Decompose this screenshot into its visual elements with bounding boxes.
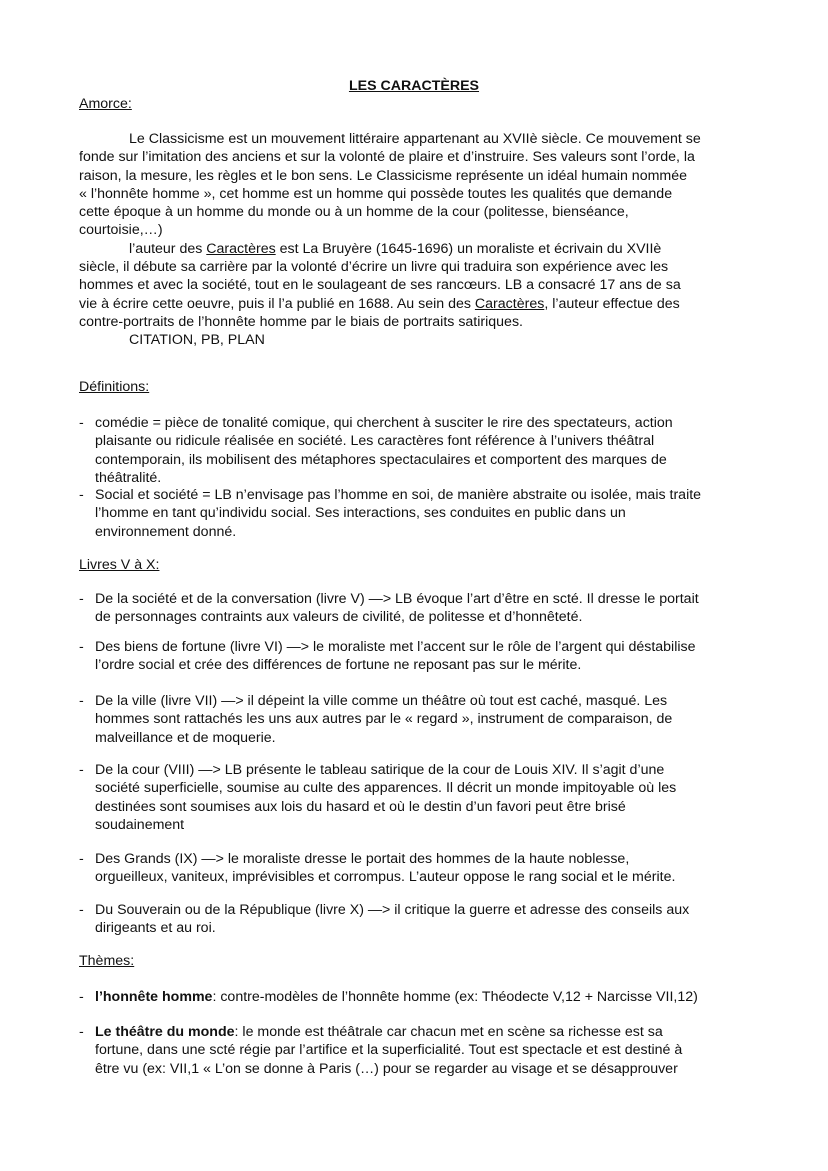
work-title: Caractères <box>206 240 276 257</box>
text-line: fortune, dans une scté régie par l’artifice et la superficialité. Tout est spectacle et est destiné à <box>95 1042 683 1059</box>
text-segment: l’auteur des <box>129 240 207 257</box>
text-segment: est La Bruyère (1645-1696) un moraliste et écrivain du XVIIè <box>275 240 662 257</box>
text-line: environnement donné. <box>95 523 237 540</box>
text-line: soudainement <box>95 816 185 833</box>
text-line: contemporain, ils mobilisent des métaphores spectaculaires et comportent des marques de <box>95 451 667 468</box>
bullet-dash-icon: - <box>79 851 84 867</box>
bullet-dash-icon: - <box>79 902 84 918</box>
text-line: Des Grands (IX) —> le moraliste dresse le portait des hommes de la haute noblesse, <box>95 851 630 867</box>
text-line: hommes et avec la société, tout en le soulageant de ses rancœurs. LB a consacré 17 ans de sa <box>79 277 681 294</box>
paragraph <box>79 130 701 350</box>
text-line: l’homme en tant qu’individu social. Ses interactions, ses conduites en public dans un <box>95 505 626 522</box>
text-line <box>79 130 701 148</box>
text-segment: vie à écrire cette oeuvre, puis il l’a publié en 1688. Au sein des <box>79 295 475 312</box>
bullet-dash-icon: - <box>79 1024 84 1040</box>
text-line: plaisante ou ridicule réalisée en société. Les caractères font référence à l’univers théâtral <box>95 433 655 450</box>
theme-term: l’honnête homme <box>95 989 213 1005</box>
text-line <box>79 331 701 349</box>
text-segment: : le monde est théâtrale car chacun met en scène sa richesse est sa <box>234 1024 663 1040</box>
text-segment: , l’auteur effectue des <box>544 295 680 312</box>
text-line: Du Souverain ou de la République (livre X) —> il critique la guerre et adresse des conseils aux <box>95 902 690 918</box>
text-line <box>95 988 698 1006</box>
text-line: fonde sur l’imitation des anciens et sur la volonté de plaire et d’instruire. Ses valeurs sont l’orde, la <box>79 149 695 166</box>
bullet-dash-icon: - <box>79 639 84 655</box>
text-line: dirigeants et au roi. <box>95 920 216 937</box>
text-line: de personnages contraints aux valeurs de civilité, de politesse et d’honnêteté. <box>95 609 583 626</box>
text-line: « l’honnête homme », cet homme est un homme qui possède toutes les qualités que demande <box>79 185 673 202</box>
text-line: courtoisie,…) <box>79 222 163 239</box>
document-title: LES CARACTÈRES <box>348 78 480 94</box>
text-line <box>95 1023 682 1041</box>
text-line: contre-portraits de l’honnête homme par le biais de portraits satiriques. <box>79 313 523 330</box>
bullet-dash-icon: - <box>79 487 84 503</box>
text-line: siècle, il débute sa carrière par la volonté d’écrire un livre qui traduira son expérience avec les <box>79 259 669 276</box>
text-segment: Le Classicisme est un mouvement littéraire appartenant au XVIIè siècle. Ce mouvement se <box>129 131 701 147</box>
bullet-dash-icon: - <box>79 989 84 1005</box>
bullet-dash-icon: - <box>79 415 84 431</box>
text-line: raison, la mesure, les règles et le bon sens. Le Classicisme représente un idéal humain nommée <box>79 167 688 184</box>
text-line: De la cour (VIII) —> LB présente le tableau satirique de la cour de Louis XIV. Il s’agit d’une <box>95 762 665 778</box>
text-segment: : contre-modèles de l’honnête homme (ex: Théodecte V,12 + Narcisse VII,12) <box>212 989 698 1005</box>
text-line: société superficielle, soumise au culte des apparences. Il décrit un monde impitoyable où les <box>95 780 677 797</box>
text-line: destinées sont soumises aux lois du hasard et où le destin d’un favori peut être brisé <box>95 798 626 815</box>
text-line: hommes sont rattachés les uns aux autres par le « regard », instrument de comparaison, de <box>95 711 673 728</box>
text-line: cette époque à un homme du monde ou à un homme de la cour (politesse, bienséance, <box>79 204 629 221</box>
text-line: théâtralité. <box>95 469 162 486</box>
text-line <box>79 295 701 313</box>
text-line: malveillance et de moquerie. <box>95 729 276 746</box>
text-line <box>79 240 701 258</box>
text-line: l’ordre social et crée des différences de fortune ne reposant pas sur le mérite. <box>95 657 582 674</box>
text-line: Social et société = LB n’envisage pas l’homme en soi, de manière abstraite ou isolée, mais traite <box>95 487 702 503</box>
bullet-dash-icon: - <box>79 591 84 607</box>
text-line: De la ville (livre VII) —> il dépeint la ville comme un théâtre où tout est caché, masqué. Les <box>95 693 668 709</box>
text-line: Des biens de fortune (livre VI) —> le moraliste met l’accent sur le rôle de l’argent qui déstabilise <box>95 639 696 655</box>
text-line: être vu (ex: VII,1 « L’on se donne à Paris (…) pour se regarder au visage et se désapprouver <box>95 1060 678 1077</box>
section-heading: Définitions: <box>79 379 150 395</box>
section-heading: Livres V à X: <box>79 557 160 573</box>
text-line: comédie = pièce de tonalité comique, qui cherchent à susciter le rire des spectateurs, action <box>95 415 673 431</box>
bullet-dash-icon: - <box>79 693 84 709</box>
section-heading: Thèmes: <box>79 953 135 969</box>
section-heading: Amorce: <box>79 96 132 112</box>
theme-term: Le théâtre du monde <box>95 1024 235 1040</box>
text-segment: CITATION, PB, PLAN <box>129 332 265 349</box>
bullet-dash-icon: - <box>79 762 84 778</box>
work-title: Caractères <box>474 295 545 312</box>
text-line: De la société et de la conversation (livre V) —> LB évoque l’art d’être en scté. Il dresse le portait <box>95 591 699 607</box>
text-line: orgueilleux, vaniteux, imprévisibles et corrompus. L’auteur oppose le rang social et le mérite. <box>95 869 676 886</box>
